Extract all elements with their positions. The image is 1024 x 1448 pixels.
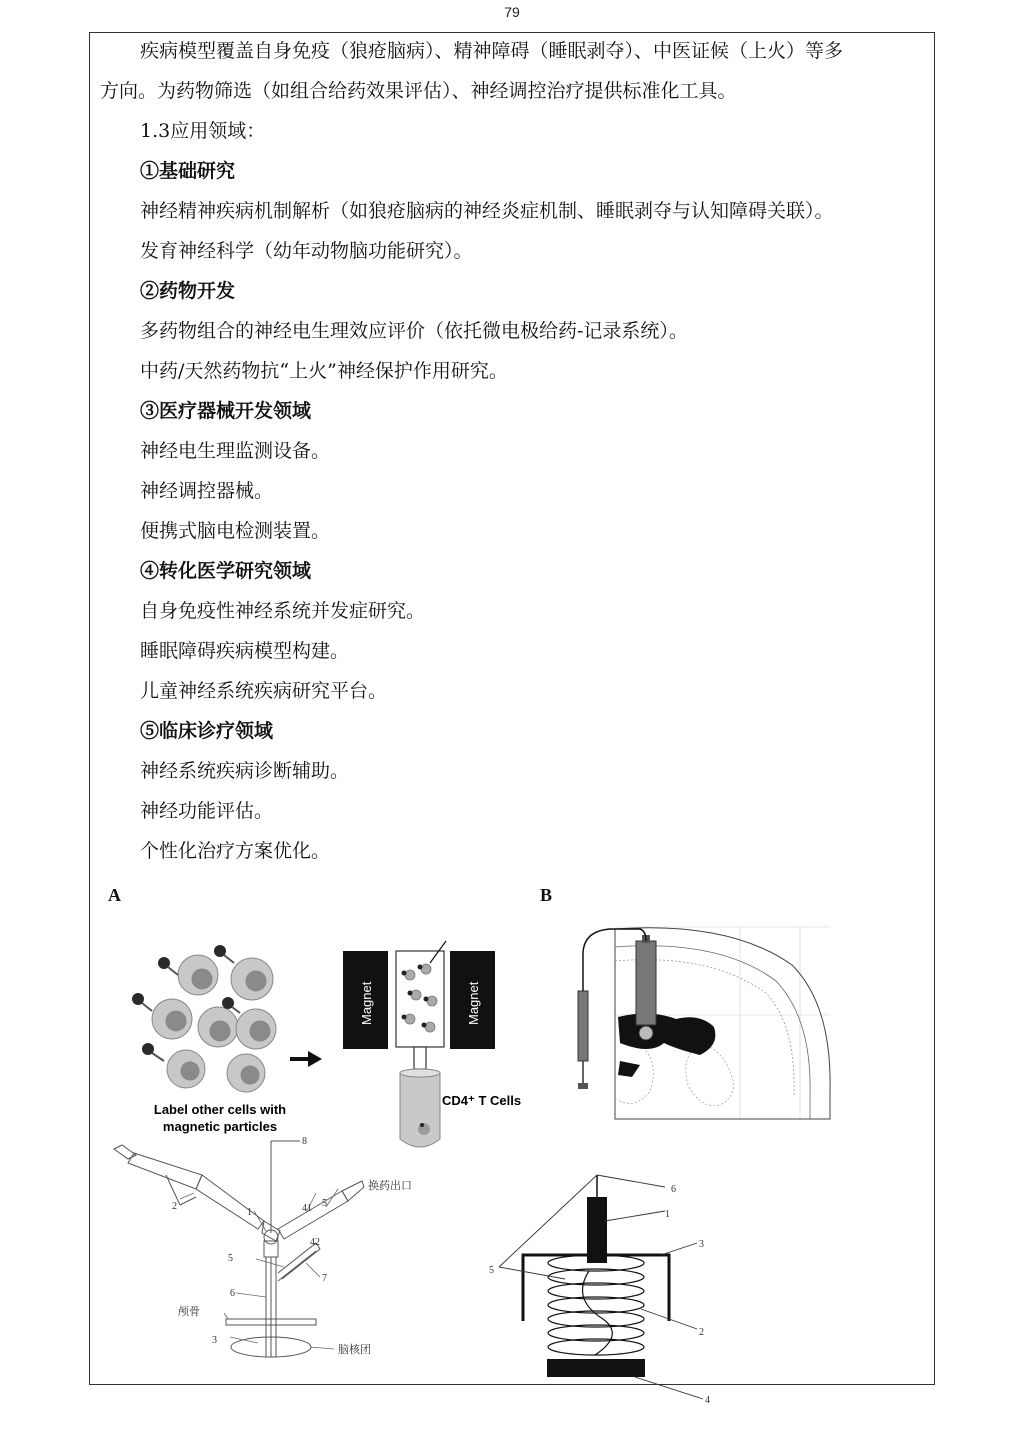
list-item: 睡眠障碍疾病模型构建。 [140, 640, 350, 662]
section-title: 1.3应用领域： [140, 120, 266, 142]
skull-label: 颅骨 [178, 1306, 200, 1318]
list-item: 神经电生理监测设备。 [140, 440, 331, 462]
page-number: 79 [504, 4, 520, 20]
nucleus-label: 脑核团 [338, 1344, 371, 1356]
magnet-left-label: Magnet [359, 981, 374, 1025]
microelectrode-device-diagram [106, 1133, 436, 1363]
list-item: 多药物组合的神经电生理效应评价（依托微电极给药-记录系统）。 [140, 320, 688, 342]
label-41: 41 [302, 1203, 312, 1214]
list-item: 个性化治疗方案优化。 [140, 840, 331, 862]
figure-a-cell-sorting [120, 903, 530, 1143]
coil-device-diagram [485, 1159, 745, 1406]
list-item: 儿童神经系统疾病研究平台。 [140, 680, 388, 702]
figure-b-brain-electrode [580, 895, 840, 1125]
heading-clinical: ⑤临床诊疗领域 [140, 720, 274, 742]
paragraph-1: 疾病模型覆盖自身免疫（狼疮脑病）、精神障碍（睡眠剥夺）、中医证候（上火）等多 [140, 40, 844, 62]
list-item: 神经精神疾病机制解析（如狼疮脑病的神经炎症机制、睡眠剥夺与认知障碍关联）。 [140, 200, 834, 222]
list-item: 神经系统疾病诊断辅助。 [140, 760, 350, 782]
figure-b-label: B [540, 885, 553, 905]
label-1: 1 [247, 1207, 252, 1218]
list-item: 自身免疫性神经系统并发症研究。 [140, 600, 426, 622]
label-4: 4 [705, 1395, 710, 1406]
heading-translational-medicine: ④转化医学研究领域 [140, 560, 312, 582]
document-frame [89, 32, 935, 1406]
labeled-cells [152, 955, 276, 1092]
heading-drug-development: ②药物开发 [140, 280, 236, 302]
label-3: 3 [699, 1239, 704, 1250]
cell [167, 1050, 205, 1088]
base-plate [547, 1359, 645, 1377]
cell [236, 1009, 276, 1049]
arrow-icon [290, 1051, 322, 1067]
magnet-right-label: Magnet [466, 981, 481, 1025]
outlet-label: 换药出口 [368, 1180, 412, 1192]
heading-medical-devices: ③医疗器械开发领域 [140, 400, 312, 422]
label-6: 6 [230, 1288, 235, 1299]
label-2: 2 [172, 1201, 177, 1212]
label-42: 42 [310, 1237, 320, 1248]
list-item: 发育神经科学（幼年动物脑功能研究）。 [140, 240, 473, 262]
label-5b: 5 [228, 1253, 233, 1264]
coil [548, 1255, 644, 1355]
list-item: 神经调控器械。 [140, 480, 274, 502]
electrode-right [636, 941, 656, 1025]
caption-line-2: magnetic particles [162, 1119, 278, 1134]
caption-line-1: Label other cells with [153, 1102, 287, 1117]
cell [227, 1054, 265, 1092]
label-3: 3 [212, 1335, 217, 1346]
list-item: 便携式脑电检测装置。 [140, 520, 331, 542]
label-8: 8 [302, 1136, 307, 1147]
label-7: 7 [322, 1273, 327, 1284]
label-6: 6 [671, 1184, 676, 1195]
injection-site [618, 1013, 715, 1055]
figure-a-label: A [108, 885, 121, 905]
list-item: 神经功能评估。 [140, 800, 274, 822]
cell [178, 955, 218, 995]
electrode-left [578, 991, 588, 1061]
label-5: 5 [489, 1265, 494, 1276]
label-5a: 5 [322, 1198, 327, 1209]
label-1: 1 [665, 1209, 670, 1220]
cell [152, 999, 192, 1039]
list-item: 中药/天然药物抗“上火”神经保护作用研究。 [140, 360, 508, 382]
cell [198, 1007, 238, 1047]
label-2: 2 [699, 1327, 704, 1338]
cell [231, 958, 273, 1000]
paragraph-2: 方向。为药物筛选（如组合给药效果评估）、神经调控治疗提供标准化工具。 [100, 80, 737, 102]
heading-basic-research: ①基础研究 [140, 160, 236, 182]
cd4-t-cells-label: CD4⁺ T Cells [442, 1093, 522, 1108]
probe [587, 1197, 607, 1263]
